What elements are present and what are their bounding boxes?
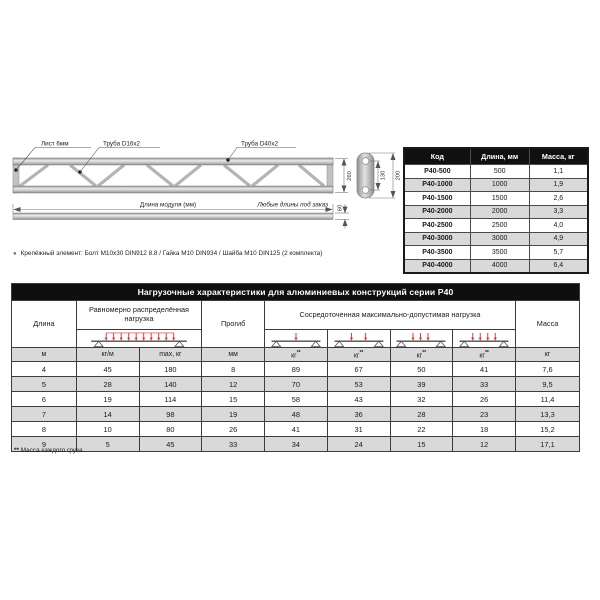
fastener-note-text: Крепёжный элемент: Болт M10x30 DIN912 8.8 / Гайка M10 DIN934 / Шайба M10 DIN125 (2 комплекта) xyxy=(20,250,323,257)
truss-end-view xyxy=(357,153,374,198)
spec-header-mass: Масса, кг xyxy=(529,148,588,165)
truss-side-view xyxy=(13,158,333,193)
dimension-truss-height xyxy=(335,159,353,193)
fastener-note xyxy=(13,250,322,257)
table-row: 7 14 98 19 48 36 28 23 13,3 xyxy=(12,407,580,422)
distributed-load-diagram xyxy=(76,330,202,348)
dim-130-label: 130 xyxy=(380,170,387,181)
truss-plan-view xyxy=(13,213,333,220)
point-load-4-diagram xyxy=(453,330,516,348)
spec-header-code: Код xyxy=(404,148,470,165)
dimension-profile-width xyxy=(335,204,349,229)
table-row: 4 45 180 8 89 67 50 41 7,6 xyxy=(12,362,580,377)
point-load-3-diagram xyxy=(390,330,453,348)
truss-technical-drawing xyxy=(8,132,402,244)
truss-top-chord xyxy=(13,158,333,165)
truss-bottom-chord xyxy=(13,186,333,193)
unit-dist-max: max, кг xyxy=(139,348,202,362)
col-header-mass: Масса xyxy=(516,301,580,348)
col-header-deflection: Прогиб xyxy=(202,301,265,348)
dim-200-label: 200 xyxy=(395,170,402,181)
unit-deflection: мм xyxy=(202,348,265,362)
dim-260-label: 260 xyxy=(347,171,353,181)
load-table-units-row xyxy=(12,348,580,362)
spec-row: P40-500 500 1,1 xyxy=(404,165,588,179)
point-load-2-diagram xyxy=(327,330,390,348)
table-row: 8 10 80 26 41 31 22 18 15,2 xyxy=(12,422,580,437)
col-header-length: Длина xyxy=(12,301,77,348)
load-table-title-row xyxy=(12,284,580,301)
load-table-title: Нагрузочные характеристики для алюминиевых конструкций серии P40 xyxy=(12,284,580,301)
table-row: 9 5 45 33 34 24 15 12 17,1 xyxy=(12,437,580,452)
label-tube-diagonal: Труба D16x2 xyxy=(103,140,141,148)
unit-length: м xyxy=(12,348,77,362)
load-table xyxy=(11,283,580,452)
spec-table xyxy=(403,147,589,274)
unit-point-load: кг** xyxy=(453,348,516,362)
table-row: 6 19 114 15 58 43 32 26 11,4 xyxy=(12,392,580,407)
footnote-marker: ** xyxy=(14,447,19,454)
spec-row: P40-3000 3000 4,9 xyxy=(404,232,588,246)
module-length-label: Длина модуля (мм) xyxy=(139,201,197,209)
load-table-diagram-row xyxy=(12,330,580,348)
footnote xyxy=(14,447,83,454)
dimension-module-length xyxy=(13,201,333,214)
dim-60-label: 60 xyxy=(337,204,344,212)
unit-point-load: кг** xyxy=(390,348,453,362)
callout-sheet xyxy=(14,141,91,172)
custom-length-note: Любые длины под заказ xyxy=(257,201,328,209)
table-row: 5 28 140 12 70 53 39 33 9,5 xyxy=(12,377,580,392)
load-table-header-row xyxy=(12,301,580,330)
unit-point-load: кг** xyxy=(265,348,328,362)
spec-row: P40-2000 2000 3,3 xyxy=(404,205,588,219)
label-sheet: Лист 6мм xyxy=(41,140,69,148)
col-header-distributed: Равномерно распределённая нагрузка xyxy=(76,301,202,330)
col-header-concentrated: Сосредоточенная максимально-допустимая нагрузка xyxy=(265,301,516,330)
spec-row: P40-1000 1000 1,9 xyxy=(404,178,588,192)
bullet-icon: ● xyxy=(13,250,17,257)
unit-point-load: кг** xyxy=(327,348,390,362)
unit-mass: кг xyxy=(516,348,580,362)
spec-header-length: Длина, мм xyxy=(470,148,529,165)
unit-dist-per-meter: кг/м xyxy=(76,348,139,362)
footnote-text: Масса каждого груза xyxy=(20,447,83,454)
point-load-1-diagram xyxy=(265,330,328,348)
spec-row: P40-4000 4000 6,4 xyxy=(404,259,588,273)
spec-row: P40-1500 1500 2,6 xyxy=(404,192,588,206)
label-tube-chord: Труба D40x2 xyxy=(241,140,279,148)
spec-table-header-row xyxy=(404,148,588,165)
bolt-hole-icon xyxy=(362,158,369,165)
bolt-hole-icon xyxy=(362,187,369,194)
spec-row: P40-3500 3500 5,7 xyxy=(404,246,588,260)
spec-row: P40-2500 2500 4,0 xyxy=(404,219,588,233)
